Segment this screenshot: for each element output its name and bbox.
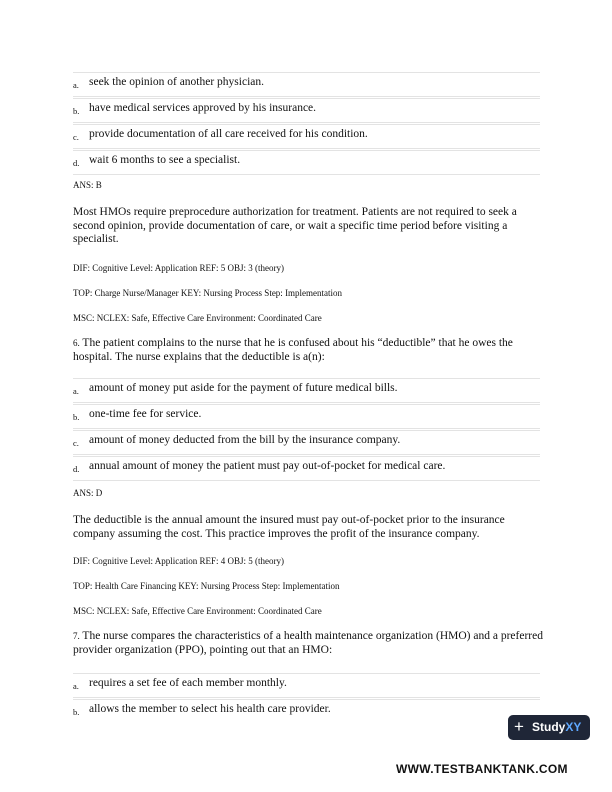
- option-row: [73, 673, 540, 698]
- option-text: provide documentation of all care received for his condition.: [89, 128, 368, 140]
- question-number: 6.: [73, 338, 80, 348]
- plus-icon: +: [514, 717, 524, 736]
- q5-options: [73, 72, 540, 176]
- option-text: one-time fee for service.: [89, 408, 202, 420]
- option-row: [73, 699, 540, 723]
- option-letter: a.: [73, 681, 79, 691]
- option-row: [73, 456, 540, 481]
- option-letter: b.: [73, 106, 80, 116]
- footer-url[interactable]: WWW.TESTBANKTANK.COM: [396, 762, 568, 776]
- option-text: amount of money put aside for the payment of future medical bills.: [89, 382, 398, 394]
- option-letter: a.: [73, 386, 79, 396]
- option-row: [73, 150, 540, 175]
- option-row: [73, 430, 540, 455]
- meta-msc: MSC: NCLEX: Safe, Effective Care Environment: Coordinated Care: [73, 606, 322, 616]
- answer-key: ANS: D: [73, 488, 103, 498]
- question-stem: [73, 630, 543, 657]
- option-text: seek the opinion of another physician.: [89, 76, 265, 88]
- option-text: have medical services approved by his insurance.: [89, 102, 317, 114]
- option-row: [73, 72, 540, 97]
- rationale: The deductible is the annual amount the insured must pay out-of-pocket prior to the insurance company assuming the cost. This practice improves the profit of the insurance company.: [73, 514, 505, 540]
- question-text: The nurse compares the characteristics of a health maintenance organization (HMO) and a preferred provider organization (PPO), pointing out that an HMO:: [73, 630, 543, 656]
- question-text: The patient complains to the nurse that he is confused about his “deductible” that he owes the hospital. The nurse explains that the deductible is a(n):: [73, 337, 513, 363]
- option-row: [73, 404, 540, 429]
- option-letter: d.: [73, 158, 80, 168]
- studyxy-badge[interactable]: [508, 715, 590, 740]
- rationale: Most HMOs require preprocedure authorization for treatment. Patients are not required to seek a second opinion, provide documentation of care, or wait a specific time period before visiting a specialist.: [73, 206, 517, 245]
- brand-wordmark: StudyXY: [532, 720, 582, 734]
- option-row: [73, 124, 540, 149]
- option-text: allows the member to select his health care provider.: [89, 703, 331, 715]
- q6-options: [73, 378, 540, 482]
- option-letter: c.: [73, 132, 79, 142]
- option-row: [73, 98, 540, 123]
- option-letter: b.: [73, 707, 80, 717]
- option-text: wait 6 months to see a specialist.: [89, 154, 241, 166]
- meta-top: TOP: Charge Nurse/Manager KEY: Nursing Process Step: Implementation: [73, 288, 343, 298]
- question-stem: [73, 337, 543, 364]
- meta-top: TOP: Health Care Financing KEY: Nursing Process Step: Implementation: [73, 581, 340, 591]
- option-row: [73, 378, 540, 403]
- answer-key: ANS: B: [73, 180, 102, 190]
- meta-msc: MSC: NCLEX: Safe, Effective Care Environment: Coordinated Care: [73, 313, 322, 323]
- option-text: requires a set fee of each member monthly.: [89, 677, 287, 689]
- option-text: annual amount of money the patient must pay out-of-pocket for medical care.: [89, 460, 446, 472]
- option-text: amount of money deducted from the bill by the insurance company.: [89, 434, 401, 446]
- question-number: 7.: [73, 631, 80, 641]
- option-letter: c.: [73, 438, 79, 448]
- meta-dif: DIF: Cognitive Level: Application REF: 5 OBJ: 3 (theory): [73, 263, 284, 273]
- option-letter: d.: [73, 464, 80, 474]
- q7-options: [73, 673, 540, 724]
- option-letter: a.: [73, 80, 79, 90]
- option-letter: b.: [73, 412, 80, 422]
- meta-dif: DIF: Cognitive Level: Application REF: 4 OBJ: 5 (theory): [73, 556, 284, 566]
